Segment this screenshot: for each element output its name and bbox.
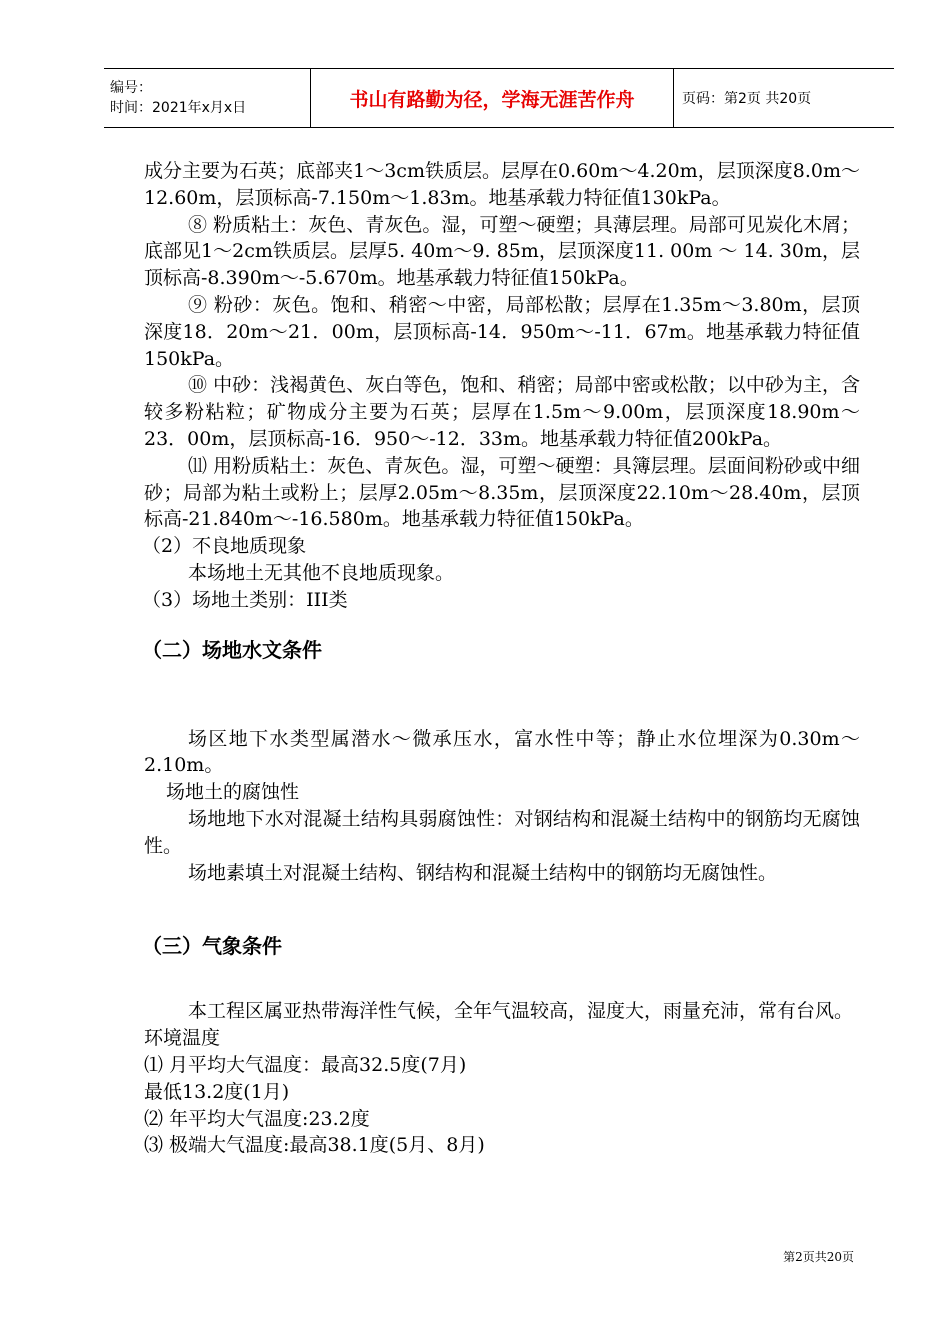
- paragraph: 本工程区属亚热带海洋性气候，全年气温较高，湿度大，雨量充沛，常有台风。: [188, 1000, 854, 1023]
- paragraph: ⑶ 极端大气温度:最高38.1度(5月、8月): [144, 1134, 485, 1157]
- document-body: [144, 158, 860, 1159]
- header-meta: [104, 69, 311, 128]
- paragraph: 本场地土无其他不良地质现象。: [188, 561, 455, 584]
- paragraph: ⑵ 年平均大气温度:23.2度: [144, 1107, 370, 1130]
- date-label: 时间：2021年x月x日: [110, 100, 247, 116]
- page-header: [104, 68, 894, 128]
- paragraph: ⑾ 用粉质粘土：灰色、青灰色。湿，可塑～硬塑：具簿层理。层面间粉砂或中细砂；局部为粘土或粉上；层厚2.05m～8.35m，层顶深度22.10m～28.40m，层顶标高-21.840m～-16.580m。地基承载力特征值150kPa。: [144, 454, 860, 531]
- header-motto: 书山有路勤为径，学海无涯苦作舟: [311, 69, 674, 128]
- paragraph: 最低13.2度(1月): [144, 1080, 290, 1103]
- header-page-label: 页码：第2页 共20页: [674, 69, 895, 128]
- subsection-title: （2）不良地质现象: [142, 535, 307, 558]
- paragraph: 环境温度: [144, 1027, 221, 1050]
- paragraph: 场区地下水类型属潜水～微承压水，富水性中等；静止水位埋深为0.30m～2.10m。: [144, 727, 860, 777]
- section-heading: （三）气象条件: [142, 934, 282, 959]
- paragraph: ⑨ 粉砂：灰色。饱和、稍密～中密，局部松散；层厚在1.35m～3.80m，层顶深度18．20m～21．00m，层顶标高-14．950m～-11．67m。地基承载力特征值150kPa。: [144, 293, 860, 370]
- paragraph: ⑩ 中砂：浅褐黄色、灰白等色，饱和、稍密；局部中密或松散；以中砂为主，含较多粉粘粒；矿物成分主要为石英；层厚在1.5m～9.00m，层顶深度18.90m～23．00m，层顶标高-16．950～-12．33m。地基承载力特征值200kPa。: [144, 374, 860, 450]
- paragraph: ⑧ 粉质粘土：灰色、青灰色。湿，可塑～硬塑；具薄层理。局部可见炭化木屑；底部见1～2cm铁质层。层厚5. 40m～9. 85m，层顶深度11. 00m ～ 14. 30m，层顶标高-8.390m～-5.670m。地基承载力特征值150kPa。: [144, 213, 860, 290]
- subsection-title: （3）场地土类别：III类: [142, 588, 348, 611]
- page-footer: 第2页共20页: [783, 1250, 854, 1264]
- paragraph: 成分主要为石英；底部夹1～3cm铁质层。层厚在0.60m～4.20m，层顶深度8.0m～12.60m，层顶标高-7.150m～1.83m。地基承载力特征值130kPa。: [144, 160, 860, 209]
- section-heading: （二）场地水文条件: [142, 637, 322, 662]
- paragraph: 场地地下水对混凝土结构具弱腐蚀性：对钢结构和混凝土结构中的钢筋均无腐蚀性。: [144, 807, 860, 857]
- paragraph: 场地素填土对混凝土结构、钢结构和混凝土结构中的钢筋均无腐蚀性。: [188, 861, 778, 884]
- paragraph: ⑴ 月平均大气温度：最高32.5度(7月): [144, 1053, 467, 1076]
- paragraph: 场地土的腐蚀性: [166, 781, 300, 804]
- number-label: 编号：: [110, 80, 152, 96]
